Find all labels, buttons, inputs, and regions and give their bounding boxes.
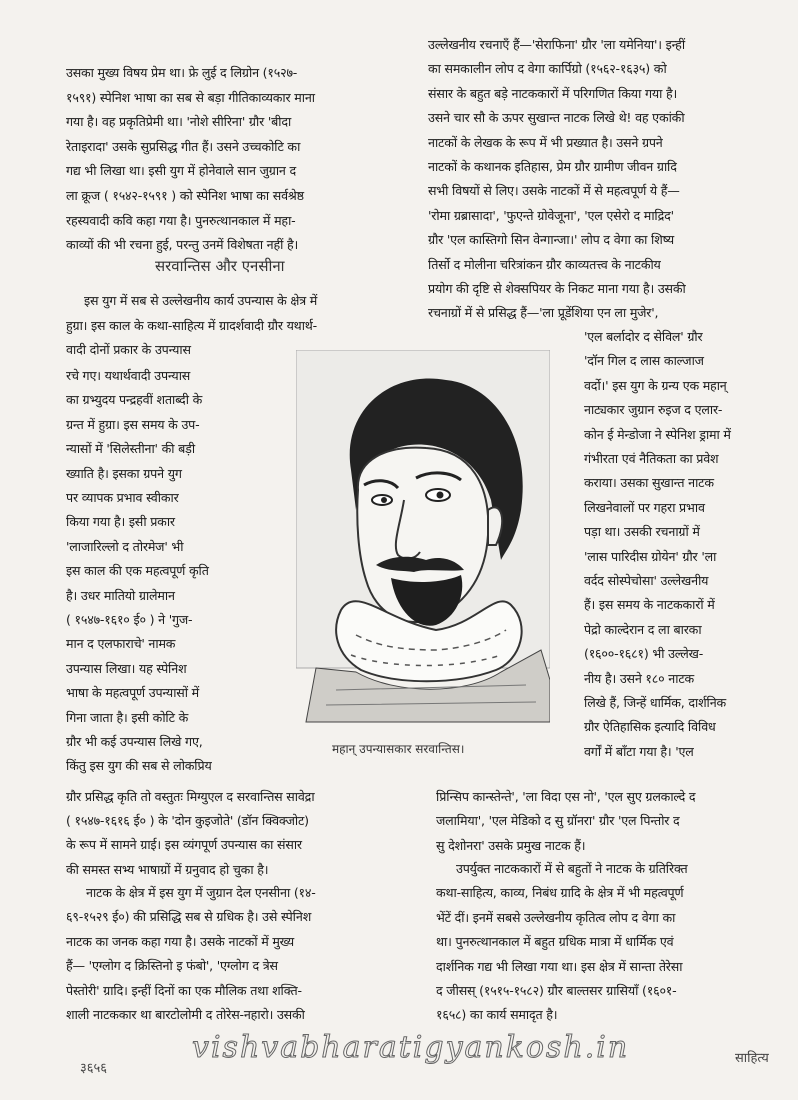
text-line: का ग्रभ्युदय पन्द्रहवीं शताब्दी के (66, 392, 203, 408)
section-heading: सरवान्तिस और एनसीना (155, 257, 285, 275)
text-line: हुग्रा। इस काल के कथा-साहित्य में ग्रादर्शवादी ग्रौर यथार्थ- (66, 317, 317, 333)
text-line: नाटकों के लेखक के रूप में भी प्रख्यात है। उसने ग्रपने (428, 134, 663, 150)
text-line: नीय है। उसने १८० नाटक (584, 670, 694, 686)
text-line: कराया। उसका सुखान्त नाटक (584, 475, 714, 491)
text-line: रेताइरादा' उसके सुप्रसिद्ध गीत हैं। उसने उच्चकोटि का (66, 138, 301, 154)
watermark-text: vishvabharatigyankosh.in (192, 1030, 630, 1065)
text-line: काव्यों की भी रचना हुई, परन्तु उनमें विशेषता नहीं है। (66, 237, 299, 253)
text-line: इस काल की एक महत्वपूर्ण कृति (66, 563, 209, 579)
text-line: का समकालीन लोप द वेगा कार्पिग्रो (१५६२-१६३५) को (428, 61, 667, 77)
text-line: प्रिन्सिप कान्स्तेन्ते', 'ला विदा एस नो', 'एल सुए ग्रलकाल्दे द (436, 789, 696, 804)
text-line: 'रोमा ग्रब्रासादा', 'फुएन्ते ग्रोवेजूना', 'एल एसेरो द माद्रिद' (428, 207, 674, 223)
text-line: रचे गए। यथार्थवादी उपन्यास (66, 368, 191, 383)
text-line: ( १५४७-१६१६ ई० ) के 'दोन कुइजोते' (डॉन क्विक्जोट) (66, 813, 309, 829)
text-line: था। पुनरुत्थानकाल में बहुत ग्रधिक मात्रा में धार्मिक एवं (436, 934, 674, 950)
text-line: पड़ा था। उसकी रचनाग्रों में (584, 524, 700, 540)
text-line: वर्गों में बाँटा गया है। 'एल (584, 743, 694, 759)
text-line: वादी दोनों प्रकार के उपन्यास (66, 342, 191, 357)
text-line: उपन्यास लिखा। यह स्पेनिश (66, 660, 187, 676)
page-number: ३६५६ (80, 1061, 108, 1076)
text-line: भेंटें दीं। इनमें सबसे उल्लेखनीय कृतित्व लोप द वेगा का (436, 909, 676, 925)
text-line: 'एल बर्लादोर द सेविल' ग्रौर (584, 329, 703, 344)
text-line: हैं— 'एग्लोग द क्रिस्तिनो इ फंबो', 'एग्लोग द त्रेस (66, 958, 278, 974)
text-line: मान द एलफाराचे' नामक (66, 636, 176, 652)
text-line: १५९१) स्पेनिश भाषा का सब से बड़ा गीतिकाव्यकार माना (66, 89, 315, 105)
text-line: पेस्तोरी' ग्रादि। इन्हीं दिनों का एक मौलिक तथा शक्ति- (66, 982, 302, 998)
text-line: तिर्सो द मोलीना चरित्रांकन ग्रौर काव्यतत्त्व के नाटकीय (428, 256, 661, 272)
text-line: उल्लेखनीय रचनाएँ हैं—'सेराफिना' ग्रौर 'ला यमेनिया'। इन्हीं (428, 37, 685, 52)
text-line: ला क्रूज ( १५४२-१५९१ ) को स्पेनिश भाषा का सर्वश्रेष्ठ (66, 188, 304, 203)
text-line: ( १५४७-१६१० ई० ) ने 'गुज- (66, 612, 193, 627)
text-line: नाटक का जनक कहा गया है। उसके नाटकों में मुख्य (66, 933, 294, 949)
text-line: नाट्यकार जुग्रान रुइज द एलार- (584, 402, 723, 418)
text-line: 'लास पारिदीस ग्रोयेन' ग्रौर 'ला (584, 548, 717, 564)
text-line: नाटकों के कथानक इतिहास, प्रेम ग्रौर ग्रामीण जीवन ग्रादि (428, 159, 677, 174)
section-label: साहित्य (735, 1051, 769, 1066)
text-line: उपर्युक्त नाटककारों में से बहुतों ने नाटक के ग्रतिरिक्त (456, 861, 688, 876)
text-line: उसका मुख्य विषय प्रेम था। फ्रे लुई द लिग्रोन (१५२७- (66, 65, 298, 80)
text-line: गंभीरता एवं नैतिकता का प्रवेश (584, 451, 719, 466)
text-line: किंतु इस युग की सब से लोकप्रिय (66, 758, 212, 774)
text-line: कोन ई मेन्डोजा ने स्पेनिश ड्रामा में (584, 426, 731, 442)
text-line: शाली नाटककार था बारटोलोमी द तोरेस-नहारो। उसकी (66, 1007, 305, 1022)
text-line: के रूप में सामने ग्राई। इस व्यंगपूर्ण उपन्यास का संसार (66, 837, 302, 853)
text-line: सु देशोनरा' उसके प्रमुख नाटक हैं। (436, 837, 586, 853)
text-line: रचनाग्रों में से प्रसिद्ध हैं—'ला प्रूडेंशिया एन ला मुजेर', (428, 305, 659, 321)
text-line: वर्दो।' इस युग के ग्रन्य एक महान् (584, 377, 727, 393)
text-line: लिखनेवालों पर गहरा प्रभाव (584, 499, 705, 515)
text-line: पर व्यापक प्रभाव स्वीकार (66, 490, 179, 505)
text-line: है। उधर मातियो ग्रालेमान (66, 587, 175, 603)
text-line: रहस्यवादी कवि कहा गया है। पुनरुत्थानकाल में महा- (66, 212, 296, 228)
text-line: ग्रौर प्रसिद्ध कृति तो वस्तुतः मिग्युएल द सरवान्तिस सावेद्रा (66, 789, 315, 804)
text-line: 'लाजारिल्लो द तोरमेज' भी (66, 538, 184, 554)
text-line: लिखे हैं, जिन्हें धार्मिक, दार्शनिक (584, 695, 726, 710)
text-line: सभी विषयों से लिए। उसके नाटकों में से महत्वपूर्ण ये हैं— (428, 183, 680, 199)
text-line: नाटक के क्षेत्र में इस युग में जुग्रान देल एनसीना (१४- (86, 885, 316, 900)
text-line: ६९-१५२९ ई०) की प्रसिद्धि सब से ग्रधिक है। उसे स्पेनिश (66, 909, 312, 925)
text-line: ख्याति है। इसका ग्रपने युग (66, 465, 182, 481)
text-line: 'दॉन गिल द लास काल्जाज (584, 353, 704, 369)
text-line: संसार के बहुत बड़े नाटककारों में परिगणित किया गया है। (428, 85, 678, 101)
text-line: द जीसस् (१५१५-१५८२) ग्रौर बाल्तसर ग्रासियाँ (१६०१- (436, 983, 677, 998)
text-line: गया है। वह प्रकृतिप्रेमी था। 'नोशे सीरिना' ग्रौर 'बीदा (66, 114, 292, 130)
text-line: (१६००-१६८१) भी उल्लेख- (584, 646, 704, 662)
text-line: ग्रन्त में हुग्रा। इस समय के उप- (66, 416, 200, 432)
text-line: की समस्त सभ्य भाषाग्रों में ग्रनुवाद हो चुका है। (66, 861, 269, 877)
text-line: भाषा के महत्वपूर्ण उपन्यासों में (66, 685, 199, 701)
cervantes-portrait-image (296, 350, 550, 730)
text-line: प्रयोग की दृष्टि से शेक्सपियर के निकट माना गया है। उसकी (428, 281, 686, 296)
portrait-figure (296, 350, 550, 730)
text-line: ग्रौर भी कई उपन्यास लिखे गए, (66, 734, 203, 749)
text-line: जलामिया', 'एल मेडिको द सु ग्रॉनरा' ग्रौर 'एल पिन्तोर द (436, 813, 680, 829)
text-line: न्यासों में 'सिलेस्तीना' की बड़ी (66, 441, 195, 457)
text-line: गद्य भी लिखा था। इसी युग में होनेवाले सान जुग्रान द (66, 163, 296, 179)
text-line: ग्रौर 'एल कास्तिगो सिन वेन्गान्जा।' लोप द वेगा का शिष्य (428, 232, 675, 248)
text-line: हैं। इस समय के नाटककारों में (584, 597, 715, 613)
text-line: गिना जाता है। इसी कोटि के (66, 709, 189, 725)
text-line: वर्दद सोस्पेचोसा' उल्लेखनीय (584, 573, 709, 588)
text-line: इस युग में सब से उल्लेखनीय कार्य उपन्यास के क्षेत्र में (84, 293, 318, 308)
text-line: कथा-साहित्य, काव्य, निबंध ग्रादि के क्षेत्र में भी महत्वपूर्ण (436, 885, 684, 901)
text-line: पेद्रो काल्देरान द ला बारका (584, 621, 702, 637)
text-line: उसने चार सौ के ऊपर सुखान्त नाटक लिखे थे! वह एकांकी (428, 110, 685, 126)
text-line: १६५८) का कार्य समादृत है। (436, 1007, 558, 1023)
portrait-caption: महान् उपन्यासकार सरवान्तिस। (332, 742, 465, 756)
text-line: दार्शनिक गद्य भी लिखा गया था। इस क्षेत्र में सान्ता तेरेसा (436, 958, 683, 974)
text-line: किया गया है। इसी प्रकार (66, 514, 175, 530)
text-line: ग्रौर ऐतिहासिक इत्यादि विविध (584, 719, 716, 735)
